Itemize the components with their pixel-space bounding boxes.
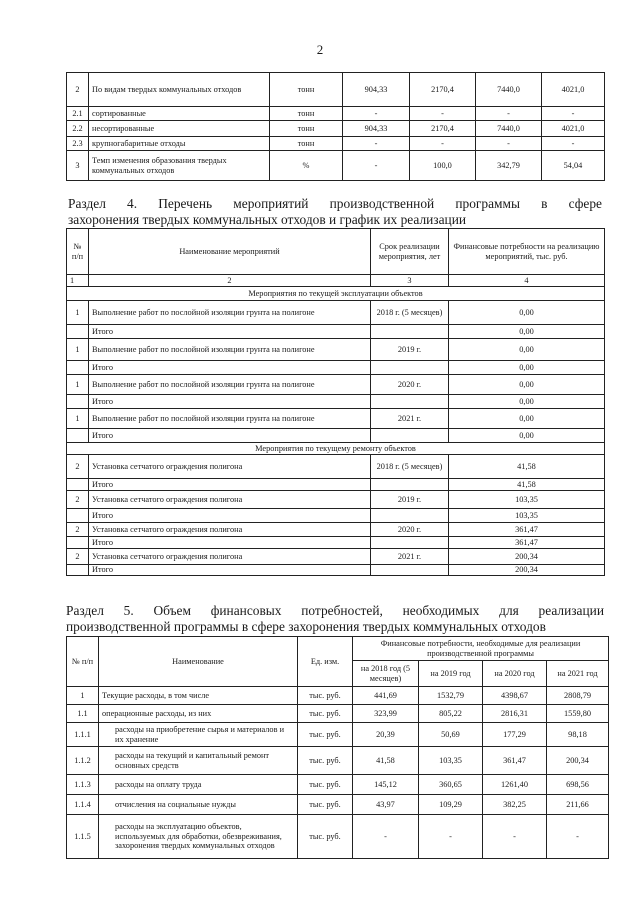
header-finance: Финансовые потребности, необходимые для реализации производственной программы <box>353 637 609 661</box>
index-cell: 1 <box>67 275 89 287</box>
row-value: 0,00 <box>449 339 605 361</box>
row-value: 0,00 <box>449 409 605 429</box>
value-2019: 2170,4 <box>410 73 476 107</box>
row-name: По видам твердых коммунальных отходов <box>89 73 270 107</box>
row-name: операционные расходы, из них <box>99 705 298 723</box>
row-value: 361,47 <box>449 523 605 537</box>
row-number: 1.1.2 <box>67 747 99 775</box>
value-2018: - <box>353 815 419 859</box>
row-number: 1 <box>67 301 89 325</box>
value-2019: 1532,79 <box>419 687 483 705</box>
row-number: 2 <box>67 491 89 509</box>
value-2019: 2170,4 <box>410 121 476 137</box>
total-value: 200,34 <box>449 565 605 576</box>
row-value: 200,34 <box>449 549 605 565</box>
total-value: 0,00 <box>449 325 605 339</box>
value-2019: 103,35 <box>419 747 483 775</box>
row-name: расходы на текущий и капитальный ремонт основных средств <box>99 747 298 775</box>
row-number: 2.1 <box>67 107 89 121</box>
header-name: Наименование <box>99 637 298 687</box>
row-name: расходы на оплату труда <box>99 775 298 795</box>
group-title: Мероприятия по текущей эксплуатации объектов <box>67 287 605 301</box>
header-finance: Финансовые потребности на реализацию мероприятий, тыс. руб. <box>449 229 605 275</box>
value-2018: 41,58 <box>353 747 419 775</box>
value-2019: 109,29 <box>419 795 483 815</box>
table-row <box>67 409 605 429</box>
row-number: 1.1.4 <box>67 795 99 815</box>
row-unit: тыс. руб. <box>298 775 353 795</box>
value-2018: - <box>343 137 410 151</box>
row-number: 2 <box>67 549 89 565</box>
row-unit: тыс. руб. <box>298 815 353 859</box>
page-number: 2 <box>316 42 324 57</box>
header-num: № п/п <box>67 229 89 275</box>
value-2020: 2816,31 <box>483 705 547 723</box>
total-row <box>67 537 605 549</box>
row-unit: тыс. руб. <box>298 705 353 723</box>
row-name: Выполнение работ по послойной изоляции грунта на полигоне <box>89 375 371 395</box>
header-name: Наименование мероприятий <box>89 229 371 275</box>
value-2019: 360,65 <box>419 775 483 795</box>
row-term: 2018 г. (5 месяцев) <box>371 455 449 479</box>
total-value: 41,58 <box>449 479 605 491</box>
total-value: 0,00 <box>449 361 605 375</box>
table-row <box>67 301 605 325</box>
row-term: 2019 г. <box>371 339 449 361</box>
row-term: 2020 г. <box>371 523 449 537</box>
row-unit: тыс. руб. <box>298 723 353 747</box>
total-label: Итого <box>89 325 371 339</box>
value-2021: 4021,0 <box>542 121 605 137</box>
table-row <box>67 151 605 181</box>
activities-table <box>66 228 605 576</box>
table-row <box>67 455 605 479</box>
value-2019: 50,69 <box>419 723 483 747</box>
row-name: Выполнение работ по послойной изоляции грунта на полигоне <box>89 339 371 361</box>
header-2019: на 2019 год <box>419 661 483 687</box>
value-2020: 382,25 <box>483 795 547 815</box>
value-2020: 1261,40 <box>483 775 547 795</box>
volume-table <box>66 72 605 181</box>
row-term: 2020 г. <box>371 375 449 395</box>
value-2018: 904,33 <box>343 73 410 107</box>
table-row <box>67 73 605 107</box>
row-unit: тонн <box>270 107 343 121</box>
total-row <box>67 429 605 443</box>
value-2018: - <box>343 107 410 121</box>
row-name: Установка сетчатого ограждения полигона <box>89 491 371 509</box>
header-unit: Ед. изм. <box>298 637 353 687</box>
total-row <box>67 565 605 576</box>
row-name: несортированные <box>89 121 270 137</box>
total-row <box>67 395 605 409</box>
header-num: № п/п <box>67 637 99 687</box>
total-row <box>67 361 605 375</box>
value-2020: - <box>476 137 542 151</box>
table-row <box>67 705 609 723</box>
value-2019: - <box>410 137 476 151</box>
total-label: Итого <box>89 361 371 375</box>
row-unit: тыс. руб. <box>298 795 353 815</box>
value-2018: 323,99 <box>353 705 419 723</box>
value-2021: 200,34 <box>547 747 609 775</box>
section4-heading <box>68 196 602 228</box>
table-row <box>67 723 609 747</box>
row-name: Выполнение работ по послойной изоляции грунта на полигоне <box>89 301 371 325</box>
row-name: Установка сетчатого ограждения полигона <box>89 549 371 565</box>
table-row <box>67 107 605 121</box>
value-2019: - <box>419 815 483 859</box>
value-2018: 441,69 <box>353 687 419 705</box>
row-number: 1.1 <box>67 705 99 723</box>
total-value: 0,00 <box>449 429 605 443</box>
header-2021: на 2021 год <box>547 661 609 687</box>
value-2020: 4398,67 <box>483 687 547 705</box>
row-unit: тонн <box>270 121 343 137</box>
row-term: 2019 г. <box>371 491 449 509</box>
value-2019: 805,22 <box>419 705 483 723</box>
row-term: 2021 г. <box>371 549 449 565</box>
row-number: 1.1.3 <box>67 775 99 795</box>
section4-title-line1: Раздел 4. Перечень мероприятий производственной программы в сфере <box>68 196 602 211</box>
row-name: расходы на приобретение сырья и материалов и их хранение <box>99 723 298 747</box>
value-2021: 2808,79 <box>547 687 609 705</box>
value-2021: 211,66 <box>547 795 609 815</box>
row-number: 2 <box>67 523 89 537</box>
value-2020: 7440,0 <box>476 121 542 137</box>
row-unit: тыс. руб. <box>298 687 353 705</box>
group-row <box>67 287 605 301</box>
header-row <box>67 637 609 661</box>
table-row <box>67 775 609 795</box>
value-2021: 698,56 <box>547 775 609 795</box>
table-row <box>67 795 609 815</box>
index-cell: 4 <box>449 275 605 287</box>
row-number: 2.3 <box>67 137 89 151</box>
table-row <box>67 523 605 537</box>
section5-title-line1: Раздел 5. Объем финансовых потребностей, необходимых для реализации <box>66 603 604 618</box>
row-term: 2021 г. <box>371 409 449 429</box>
value-2021: 98,18 <box>547 723 609 747</box>
row-unit: % <box>270 151 343 181</box>
row-number: 1.1.1 <box>67 723 99 747</box>
row-name: Выполнение работ по послойной изоляции грунта на полигоне <box>89 409 371 429</box>
table-row <box>67 549 605 565</box>
value-2018: 20,39 <box>353 723 419 747</box>
value-2021: - <box>542 107 605 121</box>
table-row <box>67 375 605 395</box>
header-2020: на 2020 год <box>483 661 547 687</box>
value-2020: 7440,0 <box>476 73 542 107</box>
row-name: Текущие расходы, в том числе <box>99 687 298 705</box>
total-value: 361,47 <box>449 537 605 549</box>
value-2020: - <box>483 815 547 859</box>
table-row <box>67 491 605 509</box>
total-label: Итого <box>89 509 371 523</box>
table-row <box>67 687 609 705</box>
value-2020: 361,47 <box>483 747 547 775</box>
index-cell: 3 <box>371 275 449 287</box>
total-value: 103,35 <box>449 509 605 523</box>
row-value: 41,58 <box>449 455 605 479</box>
header-row <box>67 229 605 275</box>
row-value: 0,00 <box>449 301 605 325</box>
row-name: Темп изменения образования твердых коммунальных отходов <box>89 151 270 181</box>
section5-title-line2: производственной программы в сфере захоронения твердых коммунальных отходов <box>66 619 546 634</box>
value-2021: 54,04 <box>542 151 605 181</box>
row-number: 1 <box>67 375 89 395</box>
value-2019: - <box>410 107 476 121</box>
table-row <box>67 747 609 775</box>
value-2020: 177,29 <box>483 723 547 747</box>
row-name: отчисления на социальные нужды <box>99 795 298 815</box>
total-label: Итого <box>89 479 371 491</box>
row-value: 0,00 <box>449 375 605 395</box>
row-name: Установка сетчатого ограждения полигона <box>89 455 371 479</box>
row-unit: тыс. руб. <box>298 747 353 775</box>
total-label: Итого <box>89 395 371 409</box>
row-number: 1 <box>67 339 89 361</box>
index-cell: 2 <box>89 275 371 287</box>
total-row <box>67 325 605 339</box>
value-2021: - <box>547 815 609 859</box>
total-label: Итого <box>89 429 371 443</box>
total-label: Итого <box>89 565 371 576</box>
row-name: Установка сетчатого ограждения полигона <box>89 523 371 537</box>
value-2020: - <box>476 107 542 121</box>
row-name: расходы на эксплуатацию объектов, используемых для обработки, обезвреживания, захоронения твердых коммунальных отходов <box>99 815 298 859</box>
section5-heading <box>66 603 604 635</box>
value-2020: 342,79 <box>476 151 542 181</box>
row-name: крупногабаритные отходы <box>89 137 270 151</box>
group-row <box>67 443 605 455</box>
row-number: 1 <box>67 409 89 429</box>
value-2018: 145,12 <box>353 775 419 795</box>
row-term: 2018 г. (5 месяцев) <box>371 301 449 325</box>
row-number: 2 <box>67 455 89 479</box>
table-row <box>67 137 605 151</box>
value-2021: - <box>542 137 605 151</box>
total-value: 0,00 <box>449 395 605 409</box>
row-name: сортированные <box>89 107 270 121</box>
value-2018: 43,97 <box>353 795 419 815</box>
row-unit: тонн <box>270 137 343 151</box>
row-number: 1 <box>67 687 99 705</box>
value-2021: 1559,80 <box>547 705 609 723</box>
row-value: 103,35 <box>449 491 605 509</box>
value-2018: 904,33 <box>343 121 410 137</box>
row-number: 3 <box>67 151 89 181</box>
row-number: 2 <box>67 73 89 107</box>
finance-table <box>66 636 609 859</box>
table-row <box>67 121 605 137</box>
total-row <box>67 509 605 523</box>
table-row <box>67 339 605 361</box>
header-2018: на 2018 год (5 месяцев) <box>353 661 419 687</box>
row-number: 1.1.5 <box>67 815 99 859</box>
total-row <box>67 479 605 491</box>
group-title: Мероприятия по текущему ремонту объектов <box>67 443 605 455</box>
total-label: Итого <box>89 537 371 549</box>
index-row <box>67 275 605 287</box>
header-term: Срок реализации мероприятия, лет <box>371 229 449 275</box>
value-2021: 4021,0 <box>542 73 605 107</box>
row-number: 2.2 <box>67 121 89 137</box>
row-unit: тонн <box>270 73 343 107</box>
value-2018: - <box>343 151 410 181</box>
section4-title-line2: захоронения твердых коммунальных отходов и график их реализации <box>68 212 467 227</box>
value-2019: 100,0 <box>410 151 476 181</box>
table-row <box>67 815 609 859</box>
